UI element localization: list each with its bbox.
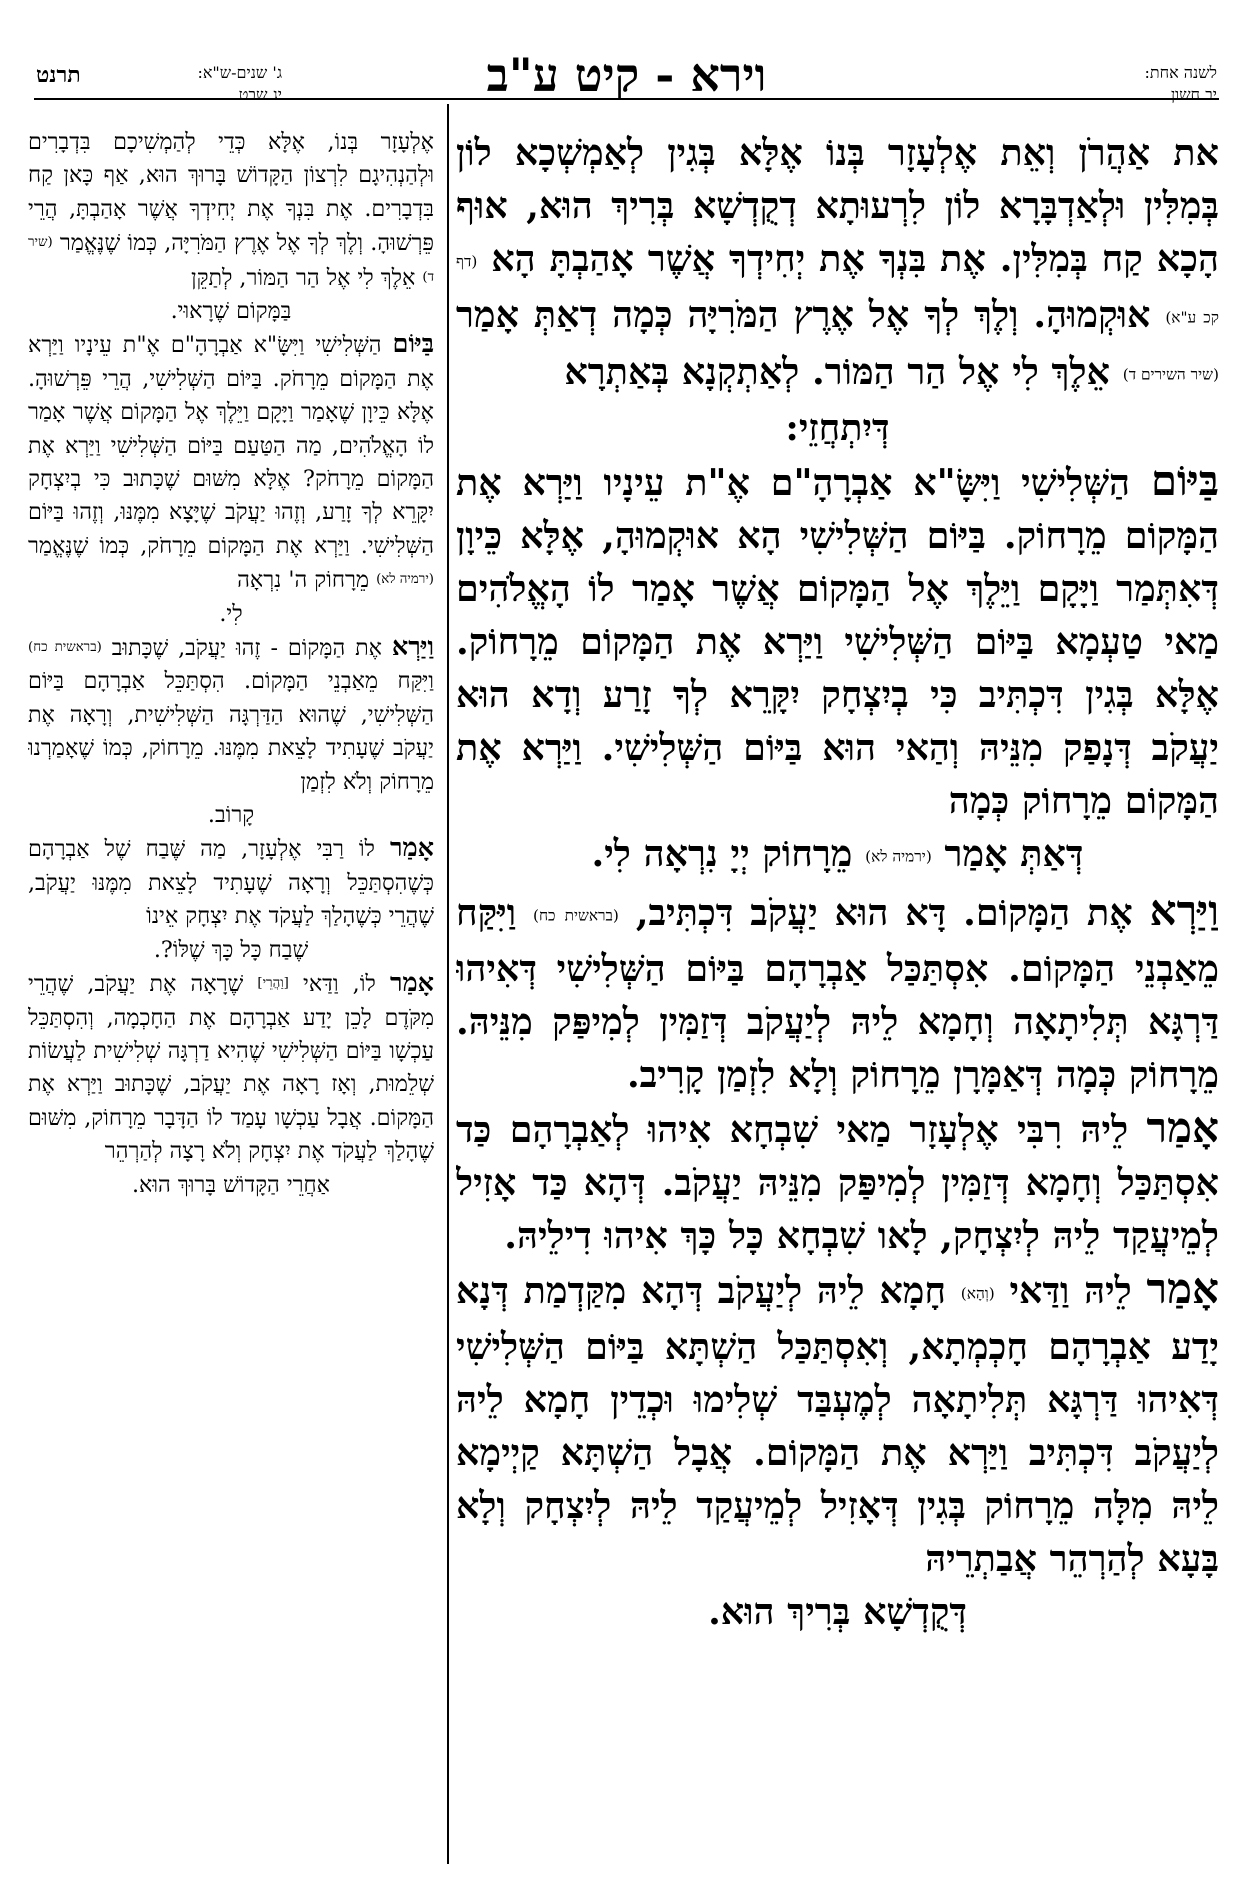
side-column	[28, 126, 434, 1866]
side-paragraph-4	[28, 832, 434, 933]
main-text: אֶת הַמָּקוֹם. דָּא הוּא יַעֲקֹב דִּכְתִּיב,	[635, 890, 1133, 934]
main-text: חָמָא לֵיהּ לְיַעֲקֹב דְּהָא מִקַּדְמַת דְּנָא יָדַע אַבְרָהָם חָכְמְתָא, וְאִסְתַּכַּל הַשְׁתָּא בַּיּוֹם הַשְּׁלִישִׁי דְּאִיהוּ דַּרְגָּא תְּלִיתָאָה לְמֶעְבַּד שְׁלִימוּ וּכְדֵין חָמָא לֵיהּ לְיַעֲקֹב דִּכְתִּיב וַיַּרְא אֶת הַמָּקוֹם. אֲבָל הַשְׁתָּא קַיְימָא לֵיהּ מִלָּה מֵרָחוֹק בְּגִין דְּאָזִיל לְמֵיעֲקַד לֵיהּ לְיִצְחָק וְלָא בָּעָא לְהַרְהֵר אֲבַתְרֵיהּ	[456, 1269, 1219, 1581]
lead-word: בַּיּוֹם	[392, 329, 434, 360]
main-paragraph-5-end: דְּקֻדְשָׁא בְּרִיךְ הוּא.	[708, 1590, 967, 1634]
side-text: לוֹ, וַדַּאי	[303, 971, 376, 998]
main-text: דְּאַתְּ אָמַר	[944, 832, 1084, 876]
source-reference: (שיר ד)	[28, 235, 434, 285]
header-rule	[34, 98, 1219, 100]
main-paragraph-2-end	[456, 827, 1219, 883]
side-paragraph-2-end: לִי.	[219, 600, 243, 627]
side-text: שֶׁרָאָה אֶת יַעֲקֹב, שֶׁהֲרֵי מִקֹּדֶם לָכֵן יָדַע אַבְרָהָם אֶת הַחָכְמָה, וְהִסְתַּכֵּל עַכְשָׁו בַּיּוֹם הַשְּׁלִישִׁי שֶׁהִיא דַרְגָּה שְׁלִישִׁית לַעֲשׂוֹת שְׁלֵמוּת, וְאָז רָאָה אֶת יַעֲקֹב, שֶׁכָּתוּב וַיַּרְא אֶת הַמָּקוֹם. אֲבָל עַכְשָׁו עָמַד לוֹ הַדָּבָר מֵרָחוֹק, מִשּׁוּם שֶׁהָלַךְ לַעֲקֹד אֶת יִצְחָק וְלֹא רָצָה לְהַרְהֵר	[28, 971, 434, 1165]
header-right-line1: לשנה אחת:	[1144, 63, 1217, 82]
column-divider	[447, 104, 449, 1864]
side-text: אֶת הַמָּקוֹם - זֶהוּ יַעֲקֹב, שֶׁכָּתוּב	[111, 635, 382, 662]
page-title: וירא - קיט ע"ב	[486, 48, 767, 102]
header-right-line2: יב חשון	[1171, 85, 1217, 104]
lead-word: אָמַר	[389, 968, 434, 999]
side-paragraph-4-end: שֶׁבַח כָּל כָּךְ שֶׁלּוֹ?.	[153, 936, 309, 963]
main-paragraph-3	[456, 884, 1219, 1101]
side-paragraph-5	[28, 967, 434, 1168]
page-id: תרנט	[36, 62, 81, 88]
source-reference: (דף קכ ע"א)	[456, 252, 1219, 327]
main-text: לֵיהּ רִבִּי אֶלְעָזָר מַאי שִׁבְחָא אִיהוּ לְאַבְרָהָם כַּד אִסְתַּכַּל וְחָמָא דְּזַמִּין לְמִיפַּק מִנֵּיהּ יַעֲקֹב. דְּהָא כַּד אָזִיל לְמֵיעֲקַד לֵיהּ לְיִצְחָק, לָאו שִׁבְחָא כָּל כָּךְ אִיהוּ דִילֵיהּ.	[456, 1108, 1219, 1258]
header-left-line2: יג שבט	[238, 85, 282, 104]
main-text: וַיִּקַּח מֵאַבְנֵי הַמָּקוֹם. אִסְתַּכַּל אַבְרָהָם בַּיּוֹם הַשְּׁלִישִׁי דְּאִיהוּ דַּרְגָּא תְּלִיתָאָה וְחָמָא לֵיהּ לְיַעֲקֹב דְּזַמִּין לְמִיפַּק מִנֵּיהּ. מֵרָחוֹק כְּמָה דְּאַמָּרָן מֵרָחוֹק וְלָא לִזְמַן קָרִיב.	[456, 890, 1219, 1097]
side-text: וַיִּקַּח מֵאַבְנֵי הַמָּקוֹם. הִסְתַּכֵּל אַבְרָהָם בַּיּוֹם הַשְּׁלִישִׁי, שֶׁהוּא הַדַּרְגָּה הַשְּׁלִישִׁית, וְרָאָה אֶת יַעֲקֹב שֶׁעָתִיד לָצֵאת מִמֶּנּוּ. מֵרָחוֹק, כְּמוֹ שֶׁאָמַרְנוּ מֵרָחוֹק וְלֹא לִזְמַן	[28, 668, 434, 795]
main-paragraph-2	[456, 454, 1219, 827]
source-reference: (בראשית כח)	[532, 906, 619, 925]
source-reference: (וְהָא)	[960, 1284, 995, 1303]
side-text: מֵרָחוֹק ה' נִרְאָה	[237, 567, 370, 594]
main-column	[456, 126, 1219, 1866]
side-text: אֵלֶךְ לִי אֶל הַר הַמּוֹר, לְתַקֵּן	[190, 264, 416, 291]
main-paragraph-4	[456, 1101, 1219, 1262]
main-paragraph-1	[456, 126, 1219, 401]
side-paragraph-5-end: אַחֲרֵי הַקָּדוֹשׁ בָּרוּךְ הוּא.	[132, 1171, 330, 1198]
source-reference: (ירמיה לא)	[376, 572, 434, 588]
main-text: אֵלֶךְ לִי אֶל הַר הַמּוֹר. לְאַתְקְנָא בְּאַתְרָא	[564, 349, 1110, 393]
source-reference: (בראשית כח)	[28, 640, 102, 656]
main-paragraph-1-end: דְּיִתְחֲזֵי:	[785, 406, 890, 450]
side-paragraph-1	[28, 126, 434, 295]
side-paragraph-1-end: בַּמָּקוֹם שֶׁרָאוּי.	[170, 298, 292, 324]
side-text: הַשְּׁלִישִׁי וַיִּשָּׂ"א אַבְרָהָ"ם אֶ"ת עֵינָיו וַיַּרְא אֶת הַמָּקוֹם מֵרָחֹק. בַּיּוֹם הַשְּׁלִישִׁי, הֲרֵי פֵּרְשׁוּהָ. אֶלָּא כֵּיוָן שֶׁאָמַר וַיָּקָם וַיֵּלֶךְ אֶל הַמָּקוֹם אֲשֶׁר אָמַר לוֹ הָאֱלֹהִים, מַה הַטַּעַם בַּיּוֹם הַשְּׁלִישִׁי וַיַּרְא אֶת הַמָּקוֹם מֵרָחֹק? אֶלָּא מִשּׁוּם שֶׁכָּתוּב כִּי בְיִצְחָק יִקָּרֵא לְךָ זָרַע, וְזֶהוּ יַעֲקֹב שֶׁיָּצָא מִמֶּנּוּ, וְזֶהוּ בַּיּוֹם הַשְּׁלִישִׁי. וַיַּרְא אֶת הַמָּקוֹם מֵרָחֹק, כְּמוֹ שֶׁנֶּאֱמַר	[28, 332, 434, 559]
main-text: הַשְּׁלִישִׁי וַיִּשָּׂ"א אַבְרָהָ"ם אֶ"ת עֵינָיו וַיַּרְא אֶת הַמָּקוֹם מֵרָחוֹק. בַּיּוֹם הַשְּׁלִישִׁי הָא אוּקְמוּהָ, אֶלָּא כֵּיוָן דְּאִתְּמַר וַיָּקָם וַיֵּלֶךְ אֶל הַמָּקוֹם אֲשֶׁר אָמַר לוֹ הָאֱלֹהִים מַאי טַעְמָא בַּיּוֹם הַשְּׁלִישִׁי וַיַּרְא אֶת הַמָּקוֹם מֵרָחוֹק. אֶלָּא בְּגִין דִּכְתִּיב כִּי בְיִצְחָק יִקָּרֵא לְךָ זָרַע וְדָא הוּא יַעֲקֹב דְּנָפַק מִנֵּיהּ וְהַאי הוּא בַּיּוֹם הַשְּׁלִישִׁי. וַיַּרְא אֶת הַמָּקוֹם מֵרָחוֹק כְּמָה	[456, 461, 1219, 823]
lead-word: אָמַר	[1146, 1264, 1219, 1314]
header-left-line1: ג' שנים-ש"א:	[197, 63, 282, 82]
lead-word: אָמַר	[1146, 1103, 1219, 1153]
source-reference: [וַהֲרֵי]	[257, 976, 289, 992]
main-text: לֵיהּ וַדַּאי	[1009, 1269, 1132, 1313]
main-text: אוּקְמוּהָ. וְלֶךְ לְךָ אֶל אֶרֶץ הַמֹּרִיָּה כְּמָה דְאַתְּ אָמַר	[456, 293, 1151, 337]
side-paragraph-3	[28, 631, 434, 799]
source-reference: (שיר השירים ד)	[1122, 365, 1219, 384]
lead-word: בַּיּוֹם	[1150, 456, 1219, 506]
side-paragraph-2	[28, 328, 434, 597]
main-text: את אַהֲרֹן וְאֵת אֶלְעָזָר בְּנוֹ אֶלָּא בְּגִין לְאַמְשְׁכָא לוֹן בְּמִלִּין וּלְאַדְבָּרָא לוֹן לִרְעוּתָא דְקֻדְשָׁא בְּרִיךְ הוּא, אוּף הָכָא קַח בְּמִלִּין. אֶת בִּנְךָ אֶת יְחִידְךָ אֲשֶׁר אָהַבְתָּ הָא	[456, 131, 1219, 280]
source-reference: (ירמיה לא)	[865, 847, 932, 866]
main-paragraph-5	[456, 1262, 1219, 1585]
header-left	[36, 62, 286, 122]
lead-word: אָמַר	[389, 833, 434, 864]
side-text: לוֹ רַבִּי אֶלְעָזָר, מַה שֶּׁבַח שֶׁל אַבְרָהָם כְּשֶׁהִסְתַּכֵּל וְרָאָה שֶׁעָתִיד לָצֵאת מִמֶּנּוּ יַעֲקֹב, שֶׁהֲרֵי כְּשֶׁהָלַךְ לַעֲקֹד אֶת יִצְחָק אֵינוֹ	[28, 836, 434, 930]
lead-word: וַיַּרְא	[1149, 885, 1219, 935]
side-paragraph-3-end: קָרוֹב.	[207, 802, 255, 829]
main-text: מֵרָחוֹק יְיָ נִרְאָה לִי.	[591, 832, 853, 876]
lead-word: וַיַּרְא	[391, 632, 434, 663]
side-text: אֶלְעָזָר בְּנוֹ, אֶלָּא כְּדֵי לְהַמְשִׁיכָם בִּדְבָרִים וּלְהַנְהִיגָם לִרְצוֹן הַקָּדוֹשׁ בָּרוּךְ הוּא, אַף כָּאן קַח בִּדְבָרִים. אֶת בִּנְךָ אֶת יְחִידְךָ אֲשֶׁר אָהַבְתָּ, הֲרֵי פֵּרְשׁוּהָ. וְלֶךְ לְךָ אֶל אֶרֶץ הַמֹּרִיָּה, כְּמוֹ שֶׁנֶּאֱמַר	[28, 129, 434, 257]
